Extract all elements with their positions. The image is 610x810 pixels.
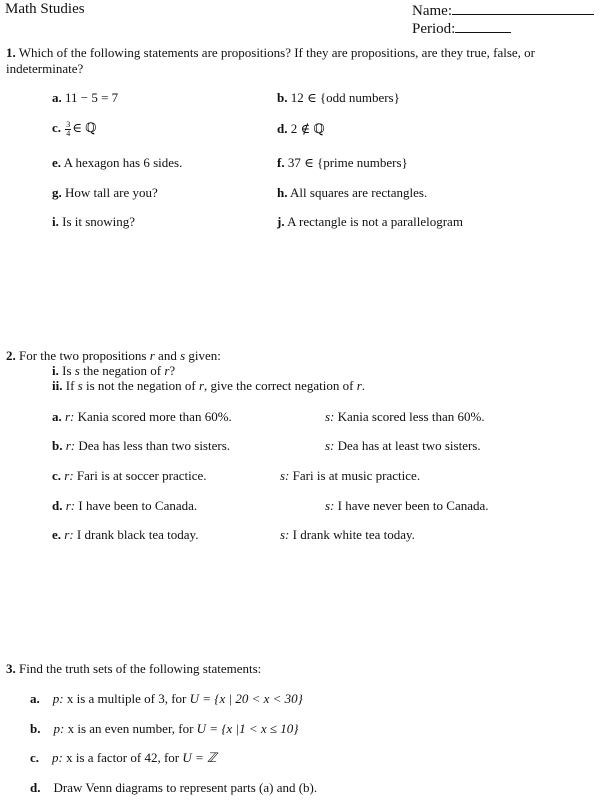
q2-pair-e-s: s: I drank white tea today.	[280, 527, 415, 542]
q2-pair-c-r: c. r: Fari is at soccer practice.	[52, 468, 207, 483]
q2-number: 2.	[6, 348, 16, 363]
q2-pair-a-s: s: Kania scored less than 60%.	[325, 409, 485, 424]
q2-pair-b-r: b. r: Dea has less than two sisters.	[52, 438, 231, 453]
q3-item-b: b. p: x is an even number, for U = {x |1 < x ≤ 10}	[30, 721, 299, 736]
q2-pair-d-r: d. r: I have been to Canada.	[52, 498, 198, 513]
q2-pair-e-r: e. r: I drank black tea today.	[52, 527, 199, 542]
q1-number: 1.	[6, 45, 16, 60]
q2-pair-d-s: s: I have never been to Canada.	[325, 498, 489, 513]
period-field[interactable]	[412, 19, 511, 38]
q3-item-d: d. Draw Venn diagrams to represent parts (a) and (b).	[30, 780, 318, 795]
q3-item-c: c. p: x is a factor of 42, for U = ℤ	[30, 750, 217, 765]
name-label: Name:	[412, 3, 452, 19]
q2-pair-c-s: s: Fari is at music practice.	[280, 468, 421, 483]
fraction: $\frac{3}{4}$	[66, 119, 71, 138]
period-blank[interactable]	[455, 19, 511, 33]
q2-sub-ii: ii. If s is not the negation of r, give the correct negation of r.	[52, 378, 366, 393]
name-blank[interactable]	[452, 1, 594, 15]
q1-item-a: a. 11 − 5 = 7	[52, 90, 119, 105]
period-label: Period:	[412, 21, 456, 37]
q1-item-e: e. A hexagon has 6 sides.	[52, 155, 183, 170]
q3-prompt: 3. Find the truth sets of the following statements:	[6, 661, 262, 676]
q1-item-h: h. All squares are rectangles.	[277, 185, 428, 200]
q1-item-c: c. $\frac{3}{4}$ ∈ ℚ	[52, 119, 97, 138]
q2-pair-a-r: a. r: Kania scored more than 60%.	[52, 409, 232, 424]
q1-item-i: i. Is it snowing?	[52, 214, 136, 229]
q3-item-a: a. p: x is a multiple of 3, for U = {x | 20 < x < 30}	[30, 691, 303, 706]
q1-prompt	[6, 45, 576, 77]
name-field[interactable]	[412, 1, 594, 20]
q2-sub-i: i. Is s the negation of r?	[52, 363, 176, 378]
q1-item-b: b. 12 ∈ {odd numbers}	[277, 90, 400, 105]
q1-item-g: g. How tall are you?	[52, 185, 158, 200]
q3-number: 3.	[6, 661, 16, 676]
q1-item-f: f. 37 ∈ {prime numbers}	[277, 155, 408, 170]
course-title: Math Studies	[5, 1, 85, 17]
q1-text: Which of the following statements are propositions? If they are propositions, are they true, false, or indeterminate?	[6, 45, 536, 76]
q1-item-j: j. A rectangle is not a parallelogram	[277, 214, 463, 229]
q1-item-d: d. 2 ∉ ℚ	[277, 121, 325, 136]
q2-prompt: 2. For the two propositions r and s given:	[6, 348, 221, 363]
q2-pair-b-s: s: Dea has at least two sisters.	[325, 438, 481, 453]
